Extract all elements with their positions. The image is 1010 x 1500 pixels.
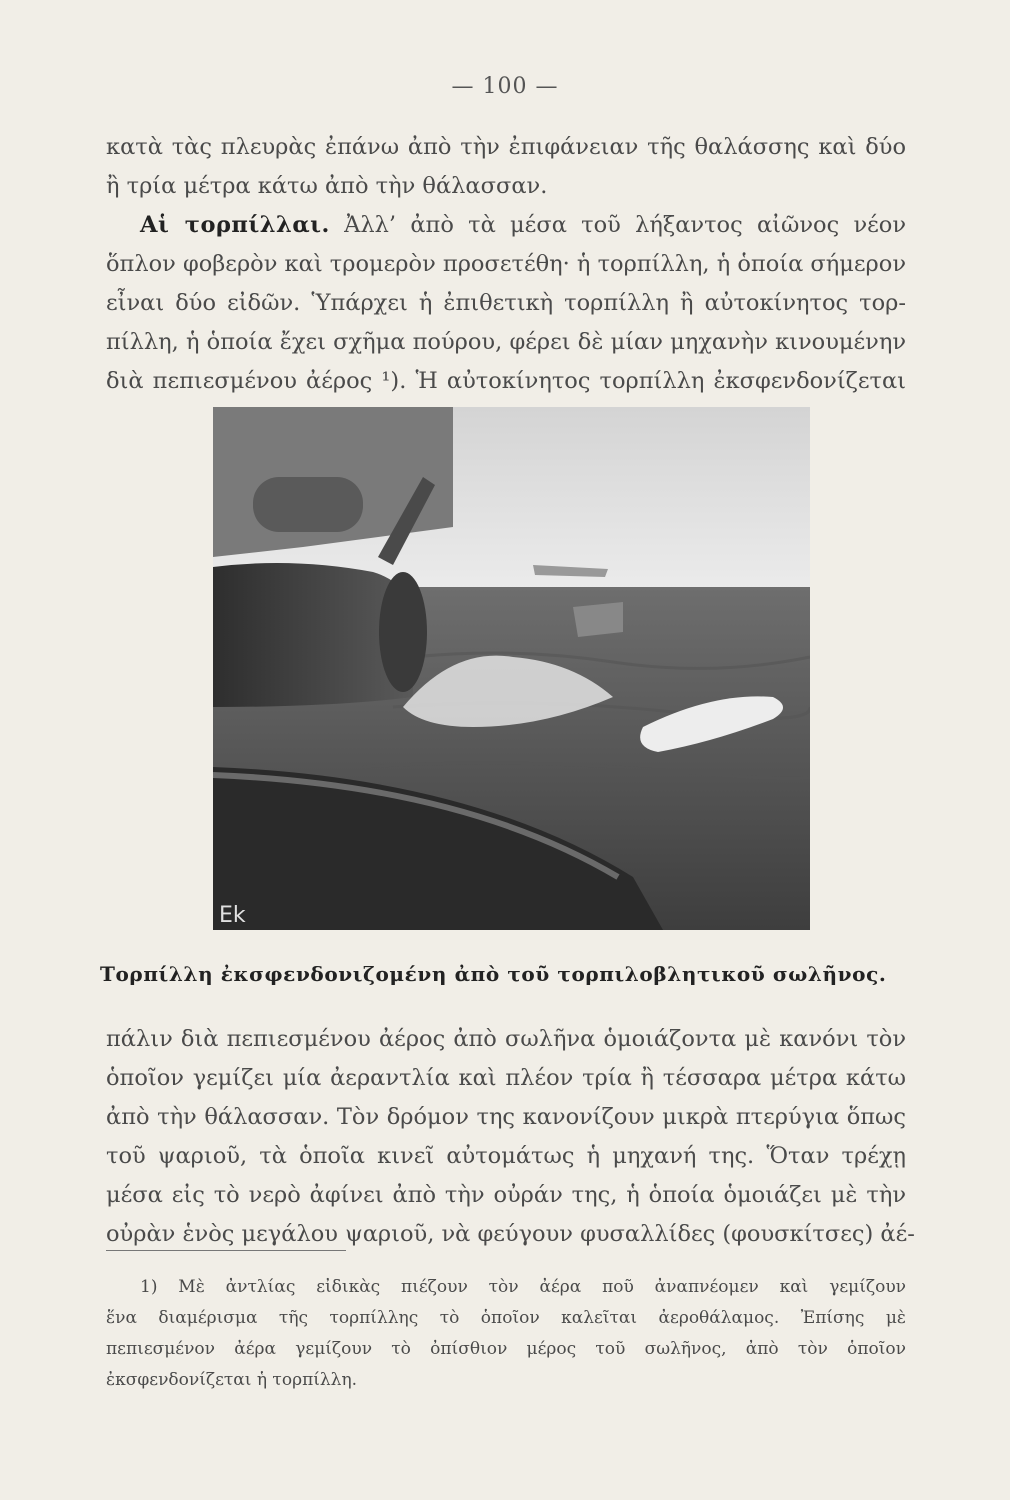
figure-caption: Τορπίλλη ἐκσφενδονιζομένη ἀπὸ τοῦ τορπιλοβλητικοῦ σωλῆνος.	[100, 962, 887, 986]
footnote	[106, 1272, 906, 1396]
photo-illustration	[213, 407, 810, 930]
text-line: τοῦ ψαριοῦ, τὰ ὁποῖα κινεῖ αὐτομάτως ἡ μηχανή της. Ὅταν τρέχῃ	[106, 1143, 906, 1169]
section-heading: Αἱ τορπίλλαι.	[140, 212, 330, 238]
paragraph-torpedo-description	[106, 1020, 915, 1254]
torpedo-tube-upper	[253, 477, 363, 532]
text-line: κατὰ τὰς πλευρὰς ἐπάνω ἀπὸ τὴν ἐπιφάνειαν τῆς θαλάσσης καὶ δύο	[106, 134, 906, 160]
footnote-divider	[106, 1250, 346, 1251]
text-line: ἀπὸ τὴν θάλασσαν. Τὸν δρόμον της κανονίζουν μικρὰ πτερύγια ὅπως	[106, 1104, 906, 1130]
photographer-mark: Ek	[219, 903, 246, 928]
text-line: οὐρὰν ἑνὸς μεγάλου ψαριοῦ, νὰ φεύγουν φυσαλλίδες (φουσκίτσες) ἀέ-	[106, 1221, 915, 1247]
text-fragment: Ἀλλ’ ἀπὸ τὰ μέσα τοῦ λήξαντος αἰῶνος νέον	[344, 212, 906, 238]
text-line: ὅπλον φοβερὸν καὶ τρομερὸν προσετέθη· ἡ τορπίλλη, ἡ ὁποία σήμερον	[106, 251, 906, 277]
paragraph-continuation	[106, 128, 906, 206]
text-line: πάλιν διὰ πεπιεσμένου ἀέρος ἀπὸ σωλῆνα ὁμοιάζοντα μὲ κανόνι τὸν	[106, 1026, 906, 1052]
footnote-line: πεπιεσμένον ἀέρα γεμίζουν τὸ ὀπίσθιον μέρος τοῦ σωλῆνος, ἀπὸ τὸν ὁποῖον	[106, 1339, 906, 1359]
tube-mouth	[379, 572, 427, 692]
text-line: ὁποῖον γεμίζει μία ἀεραντλία καὶ πλέον τρία ἢ τέσσαρα μέτρα κάτω	[106, 1065, 906, 1091]
distant-vessel	[573, 602, 623, 637]
footnote-line: 1) Μὲ ἀντλίας εἰδικὰς πιέζουν τὸν ἀέρα ποῦ ἀναπνέομεν καὶ γεμίζουν	[140, 1277, 906, 1297]
paragraph-torpedoes	[106, 206, 906, 401]
text-line: εἶναι δύο εἰδῶν. Ὑπάρχει ἡ ἐπιθετικὴ τορπίλλη ἢ αὐτοκίνητος τορ-	[106, 290, 906, 316]
footnote-line: ἐκσφενδονίζεται ἡ τορπίλλη.	[106, 1370, 358, 1390]
page-number: — 100 —	[451, 74, 559, 99]
text-line: διὰ πεπιεσμένου ἀέρος ¹). Ἡ αὐτοκίνητος τορπίλλη ἐκσφενδονίζεται	[106, 368, 906, 394]
text-line-first	[106, 206, 906, 245]
text-line: μέσα εἰς τὸ νερὸ ἀφίνει ἀπὸ τὴν οὐράν της, ἡ ὁποία ὁμοιάζει μὲ τὴν	[106, 1182, 906, 1208]
torpedo-launch-photo	[213, 407, 810, 930]
text-line: ἢ τρία μέτρα κάτω ἀπὸ τὴν θάλασσαν.	[106, 173, 548, 199]
text-line: πίλλη, ἡ ὁποία ἔχει σχῆμα πούρου, φέρει δὲ μίαν μηχανὴν κινουμένην	[106, 329, 906, 355]
footnote-line: ἕνα διαμέρισμα τῆς τορπίλλης τὸ ὁποῖον καλεῖται ἀεροθάλαμος. Ἐπίσης μὲ	[106, 1308, 906, 1328]
